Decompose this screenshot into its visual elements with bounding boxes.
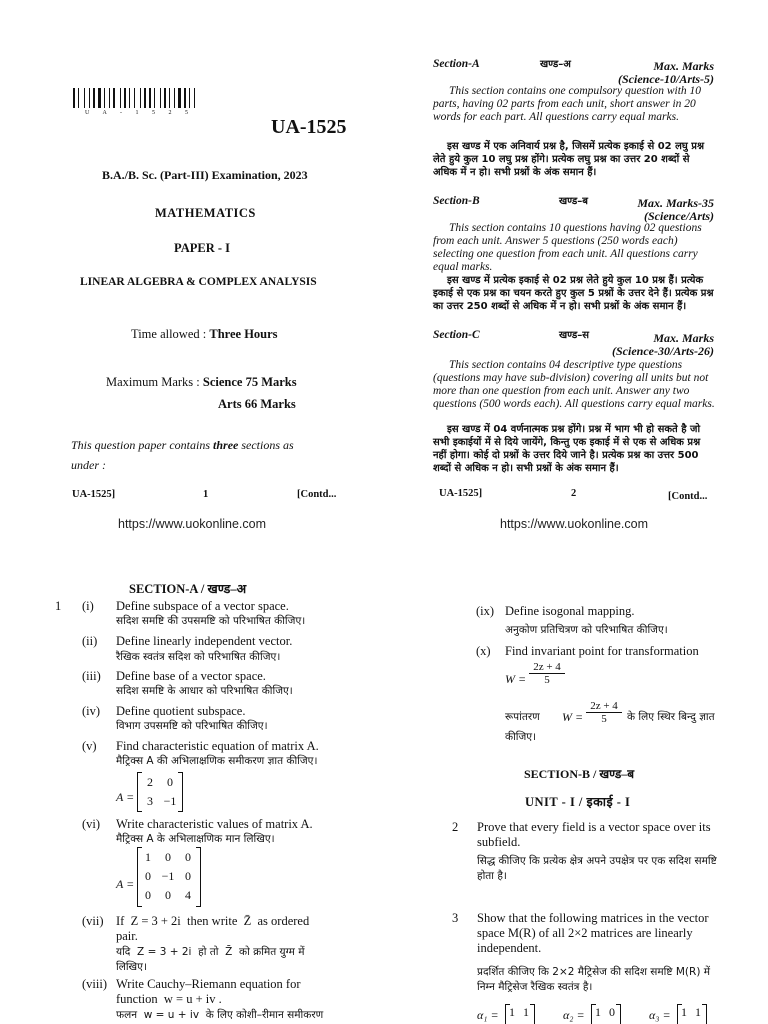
item-ii-text: Define linearly independent vector. [116, 634, 293, 648]
barcode-bar [131, 88, 133, 108]
matrix-a-label: A = [116, 790, 135, 804]
max-marks [106, 375, 297, 390]
item-iii-text: Define base of a vector space. [116, 669, 266, 683]
item-ix-num: (ix) [476, 604, 495, 618]
note-text-d: under : [71, 458, 106, 472]
matrix-cell: 0 [165, 850, 171, 864]
section-c-hindi: खण्ड–स [559, 330, 590, 341]
section-a-text: This section contains one compulsory question with 10 parts, having 02 parts from each unit, short answer in 20 words for each part. All questions carry equal marks. [433, 85, 702, 123]
page-3 [0, 512, 384, 1024]
alpha-3-matrix [677, 1004, 707, 1024]
barcode-bar [160, 88, 161, 108]
question-1-number: 1 [55, 599, 62, 613]
item-vii-hindi-1: यदि Z = 3 + 2i हो तो Z̄ को क्रमित युग्म में [116, 946, 305, 958]
matrix-cell: 1 [509, 1005, 515, 1019]
barcode-bar [106, 88, 108, 108]
barcode-bar [176, 88, 177, 108]
matrix-cell: 0 [185, 869, 191, 883]
matrix-cell: −1 [161, 869, 175, 883]
section-c-hindi-text: इस खण्ड में 04 वर्णनात्मक प्रश्न होंगे। प्रश्न में भाग भी हो सकते है जो सभी इकाईयों में से दिये जायेंगे, किन्तु एक इकाई में से एक से अधिक प्रश्न नहीं होगा। कोई दो प्रश्नों के उत्तर दिये जाने है। प्रत्येक प्रश्न का उत्तर 500 शब्दों से अधिक न हो। सभी प्रश्नों के अंक समान हैं। [433, 424, 701, 474]
barcode-bar [178, 88, 181, 108]
matrix-b-label: A = [116, 877, 135, 891]
alpha-1-matrix [505, 1004, 535, 1024]
barcode-bar [164, 88, 166, 108]
matrix-cell: 1 [695, 1005, 701, 1019]
question-3-number: 3 [452, 911, 459, 925]
exam-title: B.A./B. Sc. (Part-III) Examination, 2023 [102, 168, 308, 182]
item-vi-hindi: मैट्रिक्स A के अभिलाक्षणिक मान लिखिए। [116, 833, 275, 845]
barcode-bar [140, 88, 141, 108]
item-viii-text-2: function w = u + iv . [116, 992, 222, 1006]
item-x-hindi-a: रूपांतरण [505, 711, 540, 723]
item-i-num: (i) [82, 599, 94, 613]
matrix-cell: 0 [145, 869, 151, 883]
barcode-bar [154, 88, 155, 108]
section-a-heading: SECTION-A / खण्ड–अ [129, 582, 247, 596]
max-arts: Arts 66 Marks [218, 397, 296, 411]
subject: MATHEMATICS [155, 206, 256, 220]
note-text-a: This question paper contains [71, 438, 214, 452]
time-allowed [131, 327, 278, 342]
barcode-bar [122, 88, 123, 108]
item-ix-text: Define isogonal mapping. [505, 604, 635, 618]
item-x-text: Find invariant point for transformation [505, 644, 699, 658]
item-vii-text-2: pair. [116, 929, 138, 943]
barcode-bar [182, 88, 183, 108]
barcode-bar [147, 88, 148, 108]
item-x-num: (x) [476, 644, 491, 658]
question-2-text: Prove that every field is a vector space over its subfield. [477, 820, 711, 849]
barcode-bar [174, 88, 175, 108]
item-iii-num: (iii) [82, 669, 101, 683]
barcode-bar [171, 88, 173, 108]
page-2 [384, 0, 768, 531]
footer-page: 1 [203, 489, 209, 500]
section-b-marks [594, 197, 714, 223]
item-viii-text-1: Write Cauchy–Riemann equation for [116, 977, 301, 991]
barcode-bar [102, 88, 103, 108]
alpha-2-matrix [591, 1004, 621, 1024]
barcode-bar [86, 88, 88, 108]
matrix-cell: 4 [185, 888, 191, 902]
section-c-label: Section-C [433, 329, 480, 341]
footer-code: UA-1525] [72, 489, 116, 500]
note-text-b: three [213, 438, 239, 452]
matrix-cell: 1 [681, 1005, 687, 1019]
section-a-hindi: खण्ड–अ [540, 59, 571, 70]
barcode-bar [194, 88, 195, 108]
note-text-c: sections as [238, 438, 294, 452]
source-url-1[interactable]: https://www.uokonline.com [118, 517, 266, 531]
paper-number: PAPER - I [174, 241, 231, 255]
matrix-cell: 1 [145, 850, 151, 864]
barcode-bar [96, 88, 97, 108]
footer-code-2: UA-1525] [439, 488, 483, 499]
barcode-bar [80, 88, 83, 108]
barcode-bar [152, 88, 153, 108]
barcode-bar [78, 88, 79, 108]
time-label: Time allowed : [131, 327, 207, 341]
barcode-bar [142, 88, 143, 108]
matrix-cell: 0 [167, 775, 173, 789]
item-vi-text: Write characteristic values of matrix A. [116, 817, 313, 831]
barcode-bar [124, 88, 126, 108]
question-2-hindi: सिद्ध कीजिए कि प्रत्येक क्षेत्र अपने उपक्षेत्र पर एक सदिश समष्टि होता है। [477, 855, 717, 882]
barcode-bar [111, 88, 112, 108]
question-2-number: 2 [452, 820, 459, 834]
instruction-note [71, 435, 347, 475]
matrix-cell: 0 [145, 888, 151, 902]
fraction-denominator: 5 [601, 713, 607, 725]
barcode-bar [104, 88, 105, 108]
barcode-bar [169, 88, 170, 108]
item-ix-hindi: अनुकोण प्रतिचित्रण को परिभाषित कीजिए। [505, 624, 668, 636]
barcode-bar [134, 88, 135, 108]
paper-title: LINEAR ALGEBRA & COMPLEX ANALYSIS [80, 276, 317, 288]
barcode-bar [120, 88, 121, 108]
fraction-2 [586, 700, 622, 725]
item-v-text: Find characteristic equation of matrix A. [116, 739, 319, 753]
section-b-hindi: खण्ड–ब [559, 196, 588, 207]
barcode-bar [156, 88, 159, 108]
question-3-text: Show that the following matrices in the vector space M(R) of all 2×2 matrices are linearly independent. [477, 911, 709, 955]
alpha-1-label: α₁ = [477, 1008, 499, 1022]
matrix-cell: 0 [609, 1005, 615, 1019]
barcode-bar [84, 88, 85, 108]
matrix-cell: 2 [147, 775, 153, 789]
barcode-bar [167, 88, 168, 108]
section-b-text: This section contains 10 questions having 02 questions from each unit. Answer 5 questions (250 words each) selecting one question from each unit. All questions carry equal marks. [433, 222, 702, 273]
barcode-bar [89, 88, 90, 108]
max-science: Science 75 Marks [202, 375, 297, 389]
question-3-hindi: प्रदर्शित कीजिए कि 2×2 मैट्रिसेज की सदिश समष्टि M(R) में निम्न मैट्रिसेज रैखिक स्वतंत्र है। [477, 966, 711, 993]
barcode-bar [93, 88, 95, 108]
barcode-bar [144, 88, 146, 108]
matrix-cell: 0 [185, 850, 191, 864]
max-label: Maximum Marks : [106, 375, 200, 389]
barcode-bar [136, 88, 139, 108]
section-b-marks-1: Max. Marks-35 [637, 196, 714, 210]
item-iv-hindi: विभाग उपसमष्टि को परिभाषित कीजिए। [116, 720, 268, 732]
alpha-3-label: α₃ = [649, 1008, 671, 1022]
barcode-text: U A - 1 5 2 5 [85, 110, 195, 116]
item-x-hindi-b: के लिए स्थिर बिन्दु ज्ञात [627, 711, 715, 723]
barcode-bar [91, 88, 92, 108]
item-vi-num: (vi) [82, 817, 101, 831]
section-a-marks [594, 60, 714, 86]
barcode [73, 88, 198, 108]
fraction-numerator: 2z + 4 [586, 700, 622, 713]
section-c-marks [584, 332, 714, 358]
section-a-marks-1: Max. Marks [653, 59, 714, 73]
barcode-bar [98, 88, 101, 108]
matrix-cell: 0 [165, 888, 171, 902]
section-a-marks-2: (Science-10/Arts-5) [618, 72, 714, 86]
fraction-numerator: 2z + 4 [529, 661, 565, 674]
section-a-label: Section-A [433, 58, 480, 70]
footer-contd: [Contd... [297, 489, 337, 500]
item-iii-hindi: सदिश समष्टि के आधार को परिभाषित कीजिए। [116, 685, 293, 697]
barcode-bar [116, 88, 119, 108]
item-vii-hindi-2: लिखिए। [116, 961, 147, 973]
item-x-hindi-c: कीजिए। [505, 731, 537, 743]
item-v-hindi: मैट्रिक्स A की अभिलाक्षणिक समीकरण ज्ञात कीजिए। [116, 755, 318, 767]
item-iv-text: Define quotient subspace. [116, 704, 246, 718]
item-ii-num: (ii) [82, 634, 98, 648]
barcode-bar [187, 88, 188, 108]
barcode-bar [162, 88, 163, 108]
w-label-2: W = [562, 710, 584, 724]
section-b-hindi-text: इस खण्ड में प्रत्येक इकाई से 02 प्रश्न लेते हुये कुल 10 प्रश्न हैं। प्रत्येक इकाई से एक प्रश्न का चयन करते हुए कुल 5 प्रश्नों के उत्तर देने हैं। प्रत्येक प्रश्न का उत्तर 250 शब्दों से अधिक में न हो। सभी प्रश्नों के अंक समान हैं। [433, 275, 714, 312]
item-vii-num: (vii) [82, 914, 104, 928]
section-b-heading: SECTION-B / खण्ड–ब [524, 767, 635, 781]
barcode-bar [189, 88, 190, 108]
barcode-bar [184, 88, 186, 108]
item-i-text: Define subspace of a vector space. [116, 599, 289, 613]
barcode-bar [73, 88, 75, 108]
matrix-cell: 3 [147, 794, 153, 808]
item-iv-num: (iv) [82, 704, 101, 718]
fraction-denominator: 5 [544, 674, 550, 686]
time-value: Three Hours [209, 327, 278, 341]
barcode-bar [129, 88, 130, 108]
alpha-2-label: α₂ = [563, 1008, 585, 1022]
fraction [529, 661, 565, 686]
item-ii-hindi: रैखिक स्वतंत्र सदिश को परिभाषित कीजिए। [116, 651, 281, 663]
item-vii-text-1: If Z = 3 + 2i then write Z̄ as ordered [116, 914, 310, 928]
barcode-bar [149, 88, 151, 108]
unit-heading: UNIT - I / इकाई - I [525, 795, 631, 809]
barcode-bar [113, 88, 115, 108]
matrix-3x3 [137, 847, 201, 907]
item-viii-hindi: फलन w = u + iv के लिए कोशी–रीमान समीकरण [116, 1009, 324, 1021]
section-b-marks-2: (Science/Arts) [644, 209, 714, 223]
matrix-cell: −1 [163, 794, 177, 808]
item-v-num: (v) [82, 739, 97, 753]
page-4 [384, 512, 768, 1024]
footer-page-2: 2 [571, 488, 577, 499]
barcode-bar [196, 88, 197, 108]
section-a-hindi-text: इस खण्ड में एक अनिवार्य प्रश्न है, जिसमें प्रत्येक इकाई से 02 लघु प्रश्न लेते हुये कुल 10 लघु प्रश्न होंगे। प्रत्येक लघु प्रश्न का उत्तर 20 शब्दों से अधिक में न हो। सभी प्रश्नों के अंक समान हैं। [433, 141, 705, 178]
barcode-bar [109, 88, 110, 108]
barcode-bar [191, 88, 193, 108]
section-b-label: Section-B [433, 195, 480, 207]
footer-contd-2: [Contd... [668, 491, 708, 502]
page-1 [0, 0, 384, 531]
paper-code: UA-1525 [271, 116, 347, 138]
barcode-bar [76, 88, 77, 108]
section-c-marks-2: (Science-30/Arts-26) [612, 344, 714, 358]
matrix-cell: 1 [595, 1005, 601, 1019]
source-url-2[interactable]: https://www.uokonline.com [500, 517, 648, 531]
matrix-2x2 [137, 772, 183, 812]
barcode-bar [127, 88, 128, 108]
section-c-text: This section contains 04 descriptive type questions (questions may have sub-division) covering all units but not more than one question from each unit. Answer any two questions (500 words each). All questions carry equal marks. [433, 359, 715, 410]
matrix-cell: 1 [523, 1005, 529, 1019]
item-i-hindi: सदिश समष्टि की उपसमष्टि को परिभाषित कीजिए। [116, 615, 306, 627]
item-viii-num: (viii) [82, 977, 107, 991]
alpha-row [477, 1002, 737, 1024]
section-c-marks-1: Max. Marks [653, 331, 714, 345]
w-label: W = [505, 672, 527, 686]
